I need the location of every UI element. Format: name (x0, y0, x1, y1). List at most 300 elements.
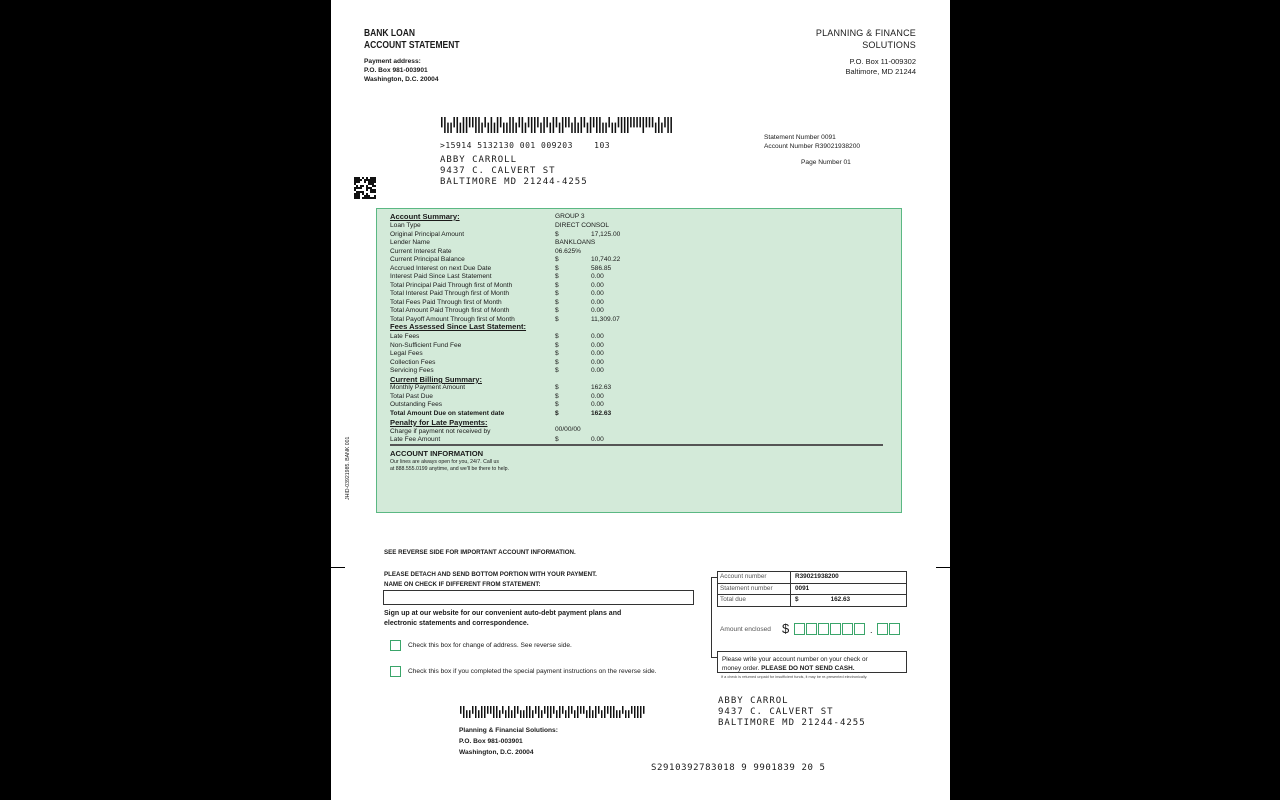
row-label: Total Principal Paid Through first of Month (390, 281, 513, 289)
row-label: Servicing Fees (390, 367, 434, 374)
barcode-bar (608, 117, 610, 127)
barcode-bar (664, 117, 666, 127)
barcode-bar (528, 117, 530, 127)
qr-module (362, 191, 364, 193)
qr-module (374, 191, 376, 193)
barcode-bar (532, 710, 534, 718)
barcode-bar (478, 117, 480, 133)
qr-module (374, 189, 376, 191)
barcode-bar (627, 117, 629, 133)
qr-module (358, 191, 360, 193)
barcode-bar (605, 123, 607, 133)
row-dollar: $ (555, 290, 559, 297)
qr-module (366, 179, 368, 181)
row-dollar: $ (555, 264, 559, 272)
qr-module (356, 191, 358, 193)
row-amount: 0.00 (591, 401, 604, 408)
barcode-bar (630, 117, 632, 127)
barcode-bar (525, 123, 527, 133)
row-label: Collection Fees (390, 358, 436, 366)
qr-module (354, 181, 356, 183)
barcode-bar (643, 117, 645, 133)
qr-module (360, 191, 362, 193)
barcode-bar (559, 706, 561, 718)
row-amount: 0.00 (591, 290, 604, 297)
barcode-bar (568, 117, 570, 127)
row-dollar: $ (555, 392, 559, 400)
qr-module (370, 177, 372, 179)
qr-module (370, 189, 372, 191)
barcode-bar (636, 117, 638, 127)
reverse-side-note: SEE REVERSE SIDE FOR IMPORTANT ACCOUNT INFORMATION. (384, 549, 576, 556)
barcode-bar (503, 123, 505, 133)
barcode-bar (577, 123, 579, 133)
qr-module (356, 197, 358, 199)
amount-dollar-sign: $ (782, 621, 790, 636)
row-label: Total Amount Paid Through first of Month (390, 307, 510, 314)
barcode-bar (637, 706, 639, 718)
barcode-bar (592, 710, 594, 718)
qr-module (356, 187, 358, 189)
barcode-bar (601, 710, 603, 718)
qr-module (356, 185, 358, 187)
barcode-bar (602, 123, 604, 133)
barcode-bar (514, 706, 516, 718)
barcode-bar (466, 117, 468, 133)
row-amount: 11,309.07 (591, 315, 620, 323)
qr-module (354, 193, 356, 195)
payment-address: Payment address: P.O. Box 981-003901 Washington, D.C. 20004 (364, 58, 439, 83)
billing-heading: Current Billing Summary: (390, 375, 482, 384)
qr-module (364, 179, 366, 181)
coupon-bracket (711, 577, 712, 657)
account-info-text: Our lines are always open for you, 24/7. Call us at 888.555.0199 anytime, and we'll be there to help. (390, 459, 509, 472)
qr-module (374, 197, 376, 199)
barcode-bar (490, 706, 492, 714)
barcode-bar (484, 117, 486, 127)
barcode-bar (469, 117, 471, 127)
row-amount: 0.00 (591, 333, 604, 340)
tear-mark-left (331, 567, 345, 568)
barcode-bar (460, 123, 462, 133)
row-label: Total Fees Paid Through first of Month (390, 298, 502, 306)
qr-module (358, 177, 360, 179)
barcode-bar (613, 706, 615, 718)
side-code: JHID-03921985. BANK 001 (345, 436, 351, 500)
row-dollar: $ (555, 256, 559, 263)
row-dollar: $ (555, 341, 559, 349)
qr-module (362, 197, 364, 199)
barcode-bar (515, 123, 517, 133)
row-label: Total Amount Due on statement date (390, 409, 505, 417)
barcode-bar (500, 117, 502, 127)
barcode-bar (649, 117, 651, 127)
qr-module (366, 177, 368, 179)
row-label: Current Principal Balance (390, 256, 465, 263)
qr-module (356, 179, 358, 181)
amount-cents-box[interactable] (877, 623, 888, 635)
tear-mark-right (936, 567, 950, 568)
barcode-bar (496, 706, 498, 718)
barcode-bar (580, 706, 582, 714)
qr-module (356, 181, 358, 183)
amount-digit-box[interactable] (818, 623, 829, 635)
row-amount: 0.00 (591, 341, 604, 349)
barcode-bar (587, 123, 589, 133)
barcode-bar (616, 710, 618, 718)
barcode-bar (596, 117, 598, 133)
qr-module (372, 177, 374, 179)
barcode-bar (625, 710, 627, 718)
qr-module (354, 187, 356, 189)
barcode-bar (565, 117, 567, 127)
barcode-bar (540, 123, 542, 133)
barcode-bar (595, 706, 597, 718)
row-dollar: $ (555, 281, 559, 289)
barcode-bar (493, 706, 495, 718)
barcode-bar (640, 706, 642, 718)
barcode-bar (652, 117, 654, 127)
barcode-bar (581, 117, 583, 133)
amount-cents-box[interactable] (889, 623, 900, 635)
barcode-bar (491, 117, 493, 133)
barcode-bar (655, 123, 657, 133)
row-label: Outstanding Fees (390, 401, 443, 408)
barcode-bar (565, 710, 567, 718)
barcode-bar (586, 710, 588, 718)
row-amount: 0.00 (591, 358, 604, 366)
barcode-bar (450, 123, 452, 133)
qr-module (358, 179, 360, 181)
amount-enclosed-label: Amount enclosed (720, 626, 771, 633)
statement-page (331, 0, 950, 800)
row-dollar: $ (555, 367, 559, 374)
qr-module (372, 185, 374, 187)
barcode-bar (643, 706, 645, 714)
scan-line: S2910392783018 9 9901839 20 5 (651, 763, 826, 773)
barcode-bar (571, 123, 573, 133)
barcode-bar (610, 706, 612, 718)
amount-digit-box[interactable] (806, 623, 817, 635)
qr-module (360, 179, 362, 181)
barcode-bar (590, 117, 592, 133)
barcode-bar (559, 123, 561, 133)
row-amount: 0.00 (591, 367, 604, 374)
qr-module (374, 181, 376, 183)
amount-digit-box[interactable] (854, 623, 865, 635)
barcode-bar (553, 706, 555, 714)
barcode-bar (469, 710, 471, 718)
barcode-bar (628, 710, 630, 718)
barcode-bar (583, 706, 585, 714)
row-label: Interest Paid Since Last Statement (390, 273, 492, 280)
barcode-bar (506, 123, 508, 133)
barcode-bar (505, 710, 507, 718)
row-dollar: $ (555, 358, 559, 366)
row-label: Accrued Interest on next Due Date (390, 264, 492, 272)
barcode-bar (534, 117, 536, 133)
summary-divider (390, 444, 883, 446)
barcode-bar (472, 706, 474, 714)
row-label: Total Interest Paid Through first of Month (390, 290, 509, 297)
qr-module (368, 183, 370, 185)
payer-address: ABBY CARROL 9437 C. CALVERT ST BALTIMORE MD 21244-4255 (718, 696, 866, 728)
barcode-bar (577, 706, 579, 718)
remit-statement-row: Statement number 0091 (718, 584, 906, 596)
qr-module (372, 197, 374, 199)
qr-module (368, 179, 370, 181)
statement-title: BANK LOAN ACCOUNT STATEMENT (364, 28, 460, 51)
row-amount: 0.00 (591, 281, 604, 289)
barcode-bar (517, 706, 519, 714)
barcode-bar (607, 706, 609, 714)
barcode-bar (466, 710, 468, 718)
barcode-bar (556, 117, 558, 127)
group-value: GROUP 3 (555, 213, 585, 220)
qr-module (368, 181, 370, 183)
barcode-bar (634, 706, 636, 718)
barcode-bar (531, 117, 533, 133)
barcode-bar (612, 123, 614, 133)
barcode-bar (463, 117, 465, 133)
barcode-bar (544, 706, 546, 714)
penalty-heading: Penalty for Late Payments: (390, 418, 488, 427)
qr-module (366, 193, 368, 195)
barcode-bar (604, 706, 606, 718)
barcode-bar (511, 710, 513, 718)
name-on-check-input[interactable] (383, 590, 694, 605)
barcode-bar (550, 123, 552, 133)
barcode-bar (502, 706, 504, 714)
row-dollar: $ (555, 273, 559, 280)
barcode-bar (639, 117, 641, 127)
row-label: Total Payoff Amount Through first of Month (390, 315, 515, 323)
qr-module (366, 187, 368, 189)
row-dollar: $ (555, 333, 559, 340)
qr-module (366, 185, 368, 187)
qr-module (368, 197, 370, 199)
barcode-bar (562, 117, 564, 133)
remit-account-row: Account number R39021938200 (718, 572, 906, 584)
qr-module (368, 187, 370, 189)
barcode-bar (550, 706, 552, 718)
row-amount: 0.00 (591, 307, 604, 314)
postal-barcode-icon (441, 117, 673, 133)
barcode-bar (667, 117, 669, 133)
qr-code-icon (354, 177, 376, 199)
barcode-bar (526, 706, 528, 718)
barcode-bar (599, 117, 601, 133)
barcode-bar (615, 123, 617, 133)
qr-module (374, 185, 376, 187)
row-label: Monthly Payment Amount (390, 384, 466, 391)
qr-module (366, 195, 368, 197)
barcode-bar (619, 710, 621, 718)
payment-note-box: Please write your account number on your check or money order. PLEASE DO NOT SEND CASH. (717, 651, 907, 673)
barcode-bar (631, 706, 633, 714)
barcode-bar (453, 117, 455, 127)
row-label: Legal Fees (390, 350, 423, 357)
special-instructions-label: Check this box if you completed the special payment instructions on the reverse side. (408, 668, 657, 675)
row-amount: 0.00 (591, 273, 604, 280)
row-amount: 586.85 (591, 264, 612, 272)
barcode-bar (497, 117, 499, 133)
row-dollar: $ (555, 384, 559, 391)
barcode-bar (562, 706, 564, 714)
row-dollar: $ (555, 307, 559, 314)
barcode-bar (447, 123, 449, 133)
barcode-bar (509, 117, 511, 133)
qr-module (372, 183, 374, 185)
barcode-bar (574, 710, 576, 718)
change-address-checkbox[interactable] (390, 640, 401, 651)
barcode-bar (494, 123, 496, 133)
barcode-bar (589, 706, 591, 718)
remit-total-row: Total due $ 162.63 (718, 595, 906, 606)
barcode-bar (553, 117, 555, 133)
barcode-bar (633, 117, 635, 127)
row-dollar: $ (555, 298, 559, 306)
barcode-bar (568, 706, 570, 718)
qr-module (354, 195, 356, 197)
qr-module (358, 193, 360, 195)
barcode-bar (547, 706, 549, 718)
barcode-bar (441, 117, 443, 127)
barcode-bar (475, 117, 477, 133)
barcode-bar (457, 117, 459, 133)
qr-module (358, 195, 360, 197)
row-amount: 0.00 (591, 350, 604, 357)
remit-address: Planning & Financial Solutions: P.O. Box 981-003901 Washington, D.C. 20004 (459, 727, 558, 756)
row-label: Non-Sufficient Fund Fee (390, 341, 462, 349)
qr-module (358, 187, 360, 189)
qr-module (372, 181, 374, 183)
company-name: PLANNING & FINANCE SOLUTIONS (815, 28, 916, 50)
barcode-bar (475, 706, 477, 718)
barcode-bar (537, 117, 539, 127)
qr-module (374, 179, 376, 181)
amount-digit-box[interactable] (830, 623, 841, 635)
qr-module (372, 191, 374, 193)
qr-module (356, 193, 358, 195)
barcode-bar (522, 117, 524, 133)
row-amount: 0.00 (591, 392, 604, 400)
qr-module (358, 197, 360, 199)
row-label: Late Fees (390, 333, 420, 340)
barcode-bar (529, 706, 531, 718)
qr-module (370, 191, 372, 193)
tracking-line: >15914 5132130 001 009203 103 (440, 141, 611, 150)
barcode-bar (520, 710, 522, 718)
remittance-table (717, 571, 907, 607)
qr-module (356, 177, 358, 179)
qr-module (374, 177, 376, 179)
qr-module (370, 179, 372, 181)
qr-module (362, 177, 364, 179)
amount-digit-box[interactable] (842, 623, 853, 635)
amount-digit-box[interactable] (794, 623, 805, 635)
barcode-bar (624, 117, 626, 133)
row-amount: 162.63 (591, 384, 612, 391)
qr-module (372, 179, 374, 181)
row-dollar: $ (555, 350, 559, 357)
barcode-bar (541, 710, 543, 718)
qr-module (360, 185, 362, 187)
barcode-bar (519, 117, 521, 127)
barcode-bar (546, 117, 548, 127)
qr-module (364, 195, 366, 197)
barcode-bar (472, 117, 474, 127)
barcode-bar (499, 710, 501, 718)
barcode-bar (543, 117, 545, 133)
statement-info: Statement Number 0091 Account Number R39021938200 (764, 134, 861, 150)
barcode-bar (556, 710, 558, 718)
qr-module (370, 183, 372, 185)
qr-module (374, 195, 376, 197)
barcode-bar (646, 117, 648, 127)
qr-module (370, 181, 372, 183)
qr-module (364, 197, 366, 199)
barcode-bar (478, 710, 480, 718)
signup-note: Sign up at our website for our convenient auto-debt payment plans and electronic statements and correspondence. (384, 610, 622, 627)
barcode-bar (444, 117, 446, 133)
barcode-bar (508, 706, 510, 718)
row-amount: 0.00 (591, 298, 604, 306)
barcode-bar (538, 706, 540, 718)
barcode-bar (460, 706, 462, 714)
account-summary-heading: Account Summary: (390, 212, 460, 221)
barcode-bar (463, 706, 465, 718)
remit-barcode-icon (460, 706, 648, 718)
qr-module (370, 197, 372, 199)
qr-module (366, 189, 368, 191)
barcode-bar (574, 117, 576, 133)
page-number: Page Number 01 (801, 159, 851, 166)
row-dollar: $ (555, 315, 559, 323)
qr-module (372, 189, 374, 191)
fees-heading: Fees Assessed Since Last Statement: (390, 322, 527, 331)
decimal-point: . (870, 625, 873, 635)
special-instructions-checkbox[interactable] (390, 666, 401, 677)
qr-module (354, 177, 356, 179)
detach-instructions: PLEASE DETACH AND SEND BOTTOM PORTION WITH YOUR PAYMENT. NAME ON CHECK IF DIFFERENT FROM STATEMENT: (384, 571, 597, 588)
mailing-address: ABBY CARROLL 9437 C. CALVERT ST BALTIMORE MD 21244-4255 (440, 155, 588, 187)
row-dollar: $ (555, 409, 559, 417)
fine-print: If a check is returned unpaid for insufficient funds, it may be re-presented electronically. (721, 675, 868, 679)
change-address-label: Check this box for change of address. See reverse side. (408, 642, 572, 649)
barcode-bar (618, 117, 620, 127)
row-dollar: $ (555, 401, 559, 408)
barcode-bar (593, 117, 595, 127)
row-label: Total Past Due (390, 392, 433, 400)
qr-module (356, 195, 358, 197)
account-summary-panel: Account Summary: GROUP 3 Loan Type DIRECT CONSOL Original Principal Amount $ 17,125.00 Lender Name BANKLOANS Current Interest Rate 06.625% Current Principal Balance $ 10,740.22 Accrued Interest on next Due Date $ 586.85 Interest Paid Since Last Statement $ 0.00 Total Principal Paid Through first of Month $ 0.00 Total Interest Paid Through first of Month $ 0.00 Total Fees Paid Through first of Month $ 0.00 Total Amount Paid Through first of Month $ 0.00 Total Payoff Amount Through first of Month $ 11,309.07 Fees Assessed Since Last Statement: Late Fees $ 0.00 Non-Sufficient Fund Fee $ 0.00 Legal Fees $ 0.00 Collection Fees $ 0.00 Servicing Fees $ 0.00 Current Billing Summary: Monthly Payment Amount $ 162.63 Total Past Due $ 0.00 Outstanding Fees $ 0.00 Total Amount Due on statement date $ 162.63 Penalty for Late Payments: Charge if payment not received by 00/00/00 Late Fee Amount $ 0.00 ACCOUNT INFORMATION Our lines are always open for you, 24/7. Call us at 888.555.0199 anytime, and we'll be there to help. (376, 208, 902, 513)
qr-module (362, 193, 364, 195)
qr-module (366, 197, 368, 199)
qr-module (354, 189, 356, 191)
barcode-bar (523, 710, 525, 718)
barcode-bar (481, 123, 483, 133)
barcode-bar (481, 706, 483, 718)
row-amount: 10,740.22 (591, 256, 621, 263)
barcode-bar (622, 706, 624, 714)
barcode-bar (488, 123, 490, 133)
barcode-bar (584, 117, 586, 127)
qr-module (360, 187, 362, 189)
qr-module (368, 195, 370, 197)
row-amount: 162.63 (591, 409, 612, 417)
qr-module (358, 181, 360, 183)
